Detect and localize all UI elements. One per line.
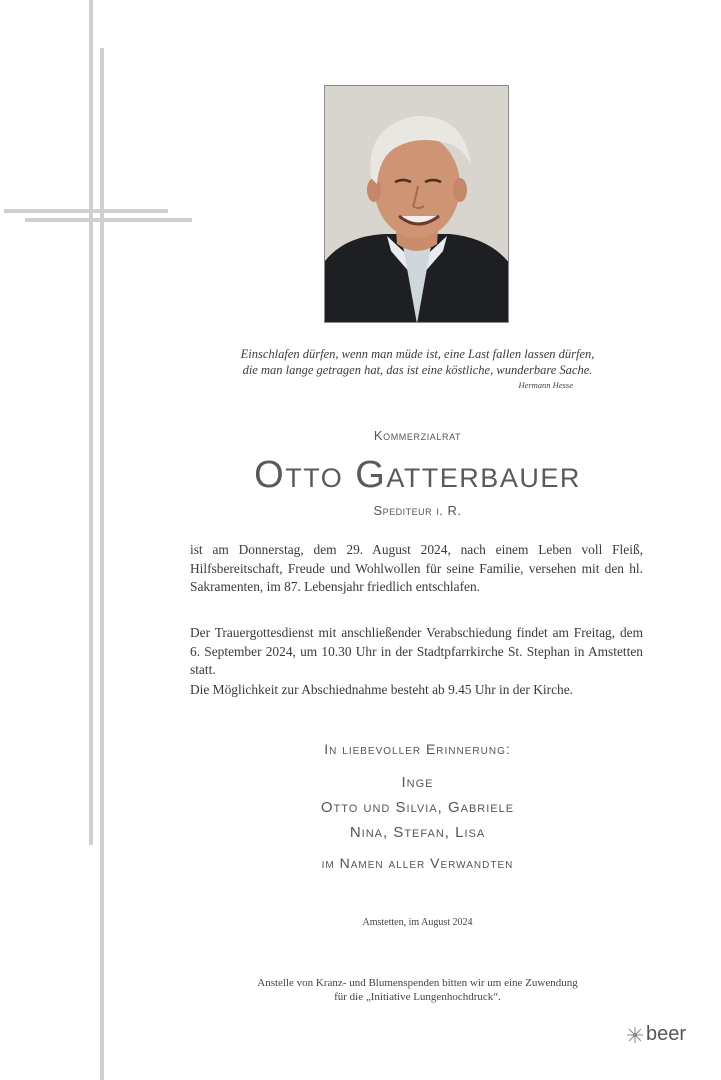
deceased-name: Otto Gatterbauer bbox=[254, 454, 581, 496]
memorial-quote bbox=[200, 346, 635, 378]
dandelion-icon bbox=[626, 1026, 644, 1044]
cross-horizontal-bar-bottom bbox=[25, 218, 192, 222]
portrait-illustration bbox=[325, 86, 509, 323]
mourners-footer: im Namen aller Verwandten bbox=[321, 855, 514, 871]
mourner-line-2: Otto und Silvia, Gabriele bbox=[320, 799, 515, 816]
cross-horizontal-bar-top bbox=[4, 209, 168, 213]
quote-author: Hermann Hesse bbox=[518, 380, 573, 390]
quote-line-2: die man lange getragen hat, das ist eine köstliche, wunderbare Sache. bbox=[242, 363, 593, 377]
viewing-paragraph: Die Möglichkeit zur Abschiednahme besteht ab 9.45 Uhr in der Kirche. bbox=[190, 682, 574, 697]
brand-logo bbox=[626, 1023, 686, 1046]
funeral-service-paragraph: Der Trauergottesdienst mit anschließender Verabschiedung findet am Freitag, dem 6. September 2024, um 10.30 Uhr in der Stadtpfarrkirche St. Stephan in Amstetten statt. bbox=[190, 625, 643, 677]
remembrance-heading: In liebevoller Erinnerung: bbox=[324, 741, 511, 757]
honorific-title: Kommerzialrat bbox=[373, 428, 462, 443]
cross-vertical-bar-right bbox=[100, 48, 104, 1080]
portrait-photo bbox=[324, 85, 509, 323]
mourner-line-1: Inge bbox=[401, 774, 434, 791]
donation-note-line-2: für die „Initiative Lungenhochdruck“. bbox=[334, 991, 501, 1003]
death-announcement-paragraph: ist am Donnerstag, dem 29. August 2024, nach einem Leben voll Fleiß, Hilfsbereitschaft, Freude und Wohlwollen für seine Familie, versehen mit den hl. Sakramenten, im 87. Lebensjahr friedlich entschlafen. bbox=[190, 542, 643, 594]
cross-vertical-bar-left bbox=[89, 0, 93, 845]
donation-note bbox=[200, 976, 635, 1004]
quote-line-1: Einschlafen dürfen, wenn man müde ist, eine Last fallen lassen dürfen, bbox=[240, 347, 595, 361]
profession-title: Spediteur i. R. bbox=[373, 503, 462, 518]
donation-note-line-1: Anstelle von Kranz- und Blumenspenden bitten wir um eine Zuwendung bbox=[257, 977, 578, 989]
brand-name: beer bbox=[646, 1023, 687, 1045]
mourner-line-3: Nina, Stefan, Lisa bbox=[349, 824, 486, 841]
place-and-date: Amstetten, im August 2024 bbox=[362, 917, 473, 928]
